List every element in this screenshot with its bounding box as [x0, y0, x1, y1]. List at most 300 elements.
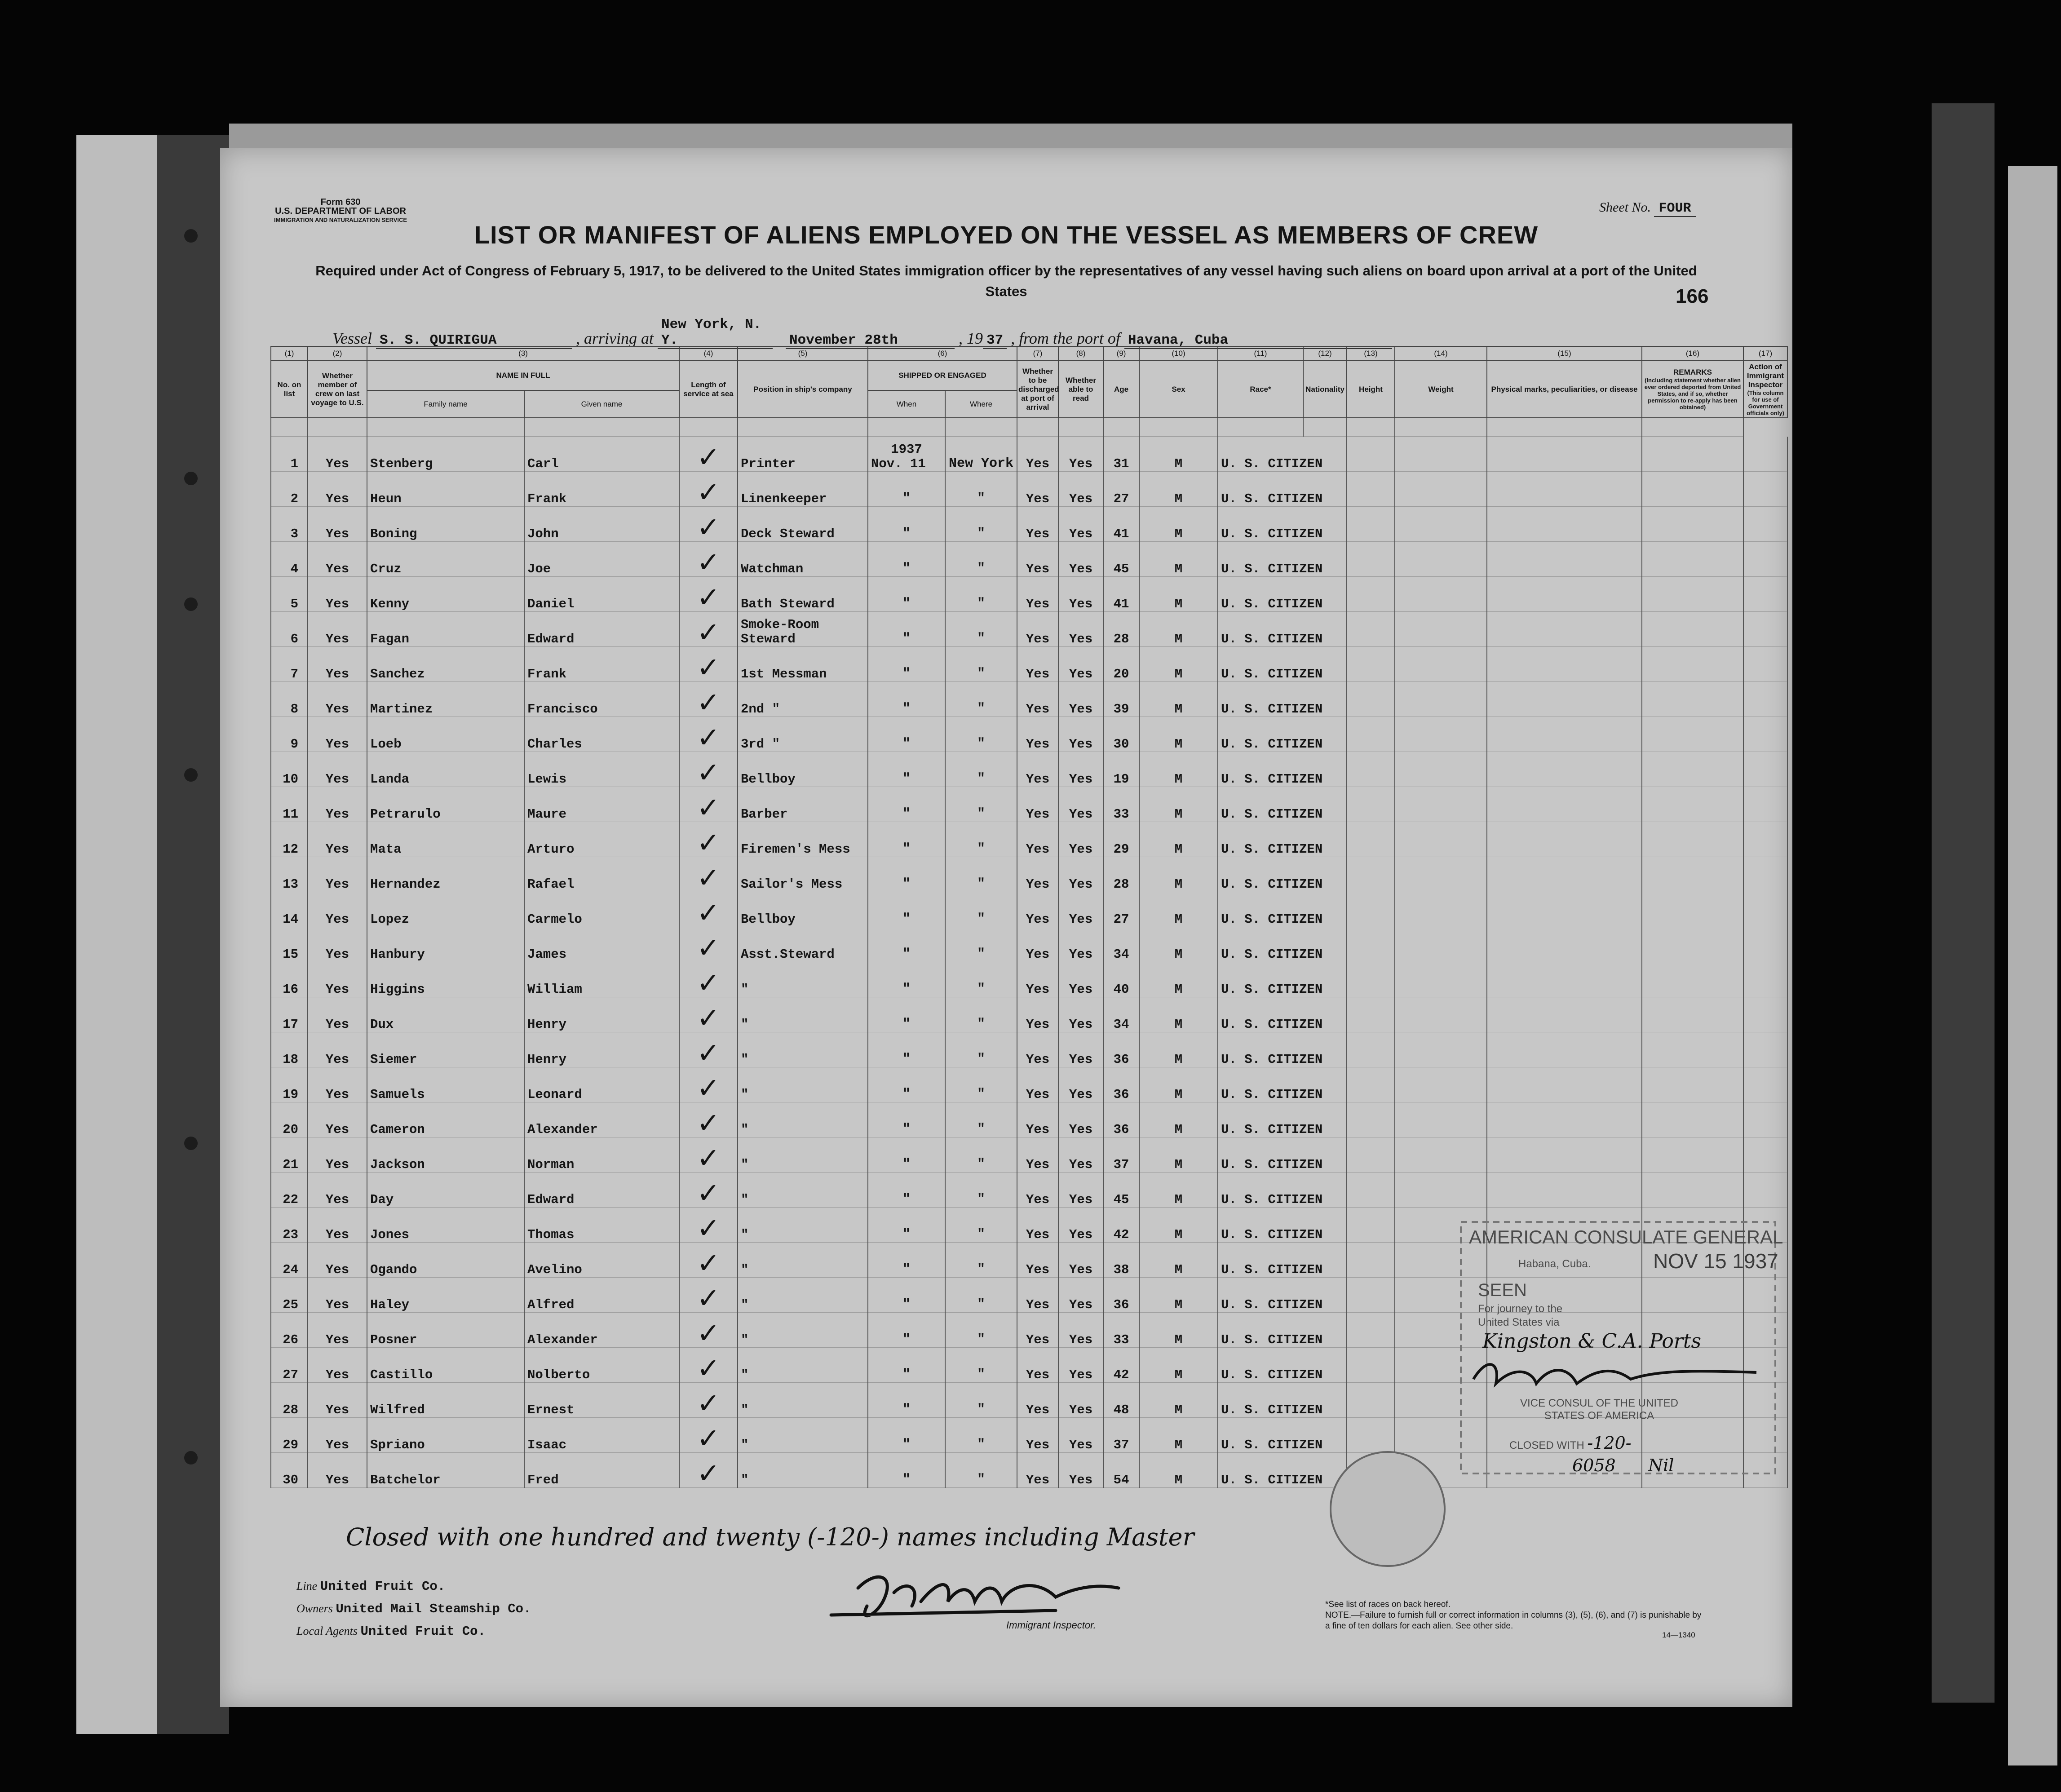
shipped-when-cell: ": [868, 927, 945, 962]
able-to-read-cell: Yes: [1058, 1348, 1103, 1383]
discharged-cell: Yes: [1017, 892, 1058, 927]
column-number: (13): [1347, 346, 1395, 361]
column-number: (15): [1487, 346, 1642, 361]
discharged-cell: Yes: [1017, 507, 1058, 542]
empty-cell: [1487, 647, 1642, 682]
family-name-cell: Sanchez: [367, 647, 524, 682]
row-number: 15: [271, 927, 308, 962]
able-to-read-cell: Yes: [1058, 787, 1103, 822]
given-name-cell: Leonard: [524, 1067, 679, 1102]
agents-label: Local Agents: [296, 1624, 358, 1637]
row-number: 5: [271, 577, 308, 612]
empty-cell: [1395, 927, 1487, 962]
footer-agents: [296, 1624, 486, 1639]
empty-cell: [1743, 962, 1787, 997]
shipped-when-cell: ": [868, 1102, 945, 1137]
header-action: [1743, 361, 1787, 418]
race-cell: U. S. CITIZEN: [1218, 1137, 1347, 1173]
position-cell: 1st Messman: [738, 647, 868, 682]
empty-cell: [1347, 717, 1395, 752]
last-voyage-cell: Yes: [308, 997, 367, 1032]
punch-hole-icon: [184, 472, 198, 485]
family-name-cell: Loeb: [367, 717, 524, 752]
stamp-via: United States via: [1478, 1316, 1560, 1328]
given-name-cell: James: [524, 927, 679, 962]
family-name-cell: Stenberg: [367, 437, 524, 472]
empty-cell: [1642, 787, 1743, 822]
shipped-when-cell: ": [868, 507, 945, 542]
empty-cell: [1743, 682, 1787, 717]
age-cell: 28: [1103, 857, 1139, 892]
shipped-where-cell: ": [945, 927, 1017, 962]
action-title: Action of Immigrant Inspector: [1747, 362, 1784, 389]
race-cell: U. S. CITIZEN: [1218, 472, 1347, 507]
age-cell: 36: [1103, 1102, 1139, 1137]
remarks-note: (Including statement whether alien ever ordered deported from United States, and if so, whether permission to re-apply has been obtained): [1644, 377, 1741, 411]
empty-cell: [1487, 752, 1642, 787]
stamp-place: Habana, Cuba.: [1518, 1258, 1591, 1270]
able-to-read-cell: Yes: [1058, 717, 1103, 752]
empty-cell: [1642, 1137, 1743, 1173]
last-voyage-cell: Yes: [308, 1032, 367, 1067]
discharged-cell: Yes: [1017, 1278, 1058, 1313]
empty-cell: [1487, 612, 1642, 647]
discharged-cell: Yes: [1017, 1067, 1058, 1102]
page-subtitle: Required under Act of Congress of February 5, 1917, to be delivered to the United States immigration officer by the representatives of any vessel having such aliens on board upon arrival at a port of the United States: [315, 263, 1697, 299]
empty-cell: [1347, 507, 1395, 542]
checkmark-icon: ✓: [679, 1453, 738, 1488]
vessel-label: Vessel: [332, 329, 372, 347]
column-number: (16): [1642, 346, 1743, 361]
discharged-cell: Yes: [1017, 962, 1058, 997]
age-cell: 54: [1103, 1453, 1139, 1488]
given-name-cell: Avelino: [524, 1243, 679, 1278]
header-height: Height: [1347, 361, 1395, 418]
age-cell: 20: [1103, 647, 1139, 682]
given-name-cell: William: [524, 962, 679, 997]
vice-consul-signature: [1469, 1352, 1783, 1397]
family-name-cell: Heun: [367, 472, 524, 507]
shipped-where-cell: ": [945, 647, 1017, 682]
shipped-when-cell: ": [868, 752, 945, 787]
shipped-when-cell: ": [868, 857, 945, 892]
stamp-seen: SEEN: [1478, 1280, 1527, 1300]
position-cell: ": [738, 1102, 868, 1137]
family-name-cell: Jones: [367, 1208, 524, 1243]
sex-cell: M: [1139, 1102, 1218, 1137]
shipped-when-cell: ": [868, 1243, 945, 1278]
table-row: [271, 1067, 1787, 1102]
empty-cell: [1347, 822, 1395, 857]
row-number: 6: [271, 612, 308, 647]
shipped-where-cell: ": [945, 1067, 1017, 1102]
empty-cell: [1743, 472, 1787, 507]
empty-cell: [1395, 542, 1487, 577]
empty-cell: [1642, 822, 1743, 857]
header-race: Race*: [1218, 361, 1303, 418]
table-row: [271, 822, 1787, 857]
age-cell: 36: [1103, 1278, 1139, 1313]
empty-cell: [1347, 1208, 1395, 1243]
page-title: LIST OR MANIFEST OF ALIENS EMPLOYED ON THE VESSEL AS MEMBERS OF CREW: [474, 221, 1539, 249]
age-cell: 37: [1103, 1137, 1139, 1173]
checkmark-icon: ✓: [679, 1032, 738, 1067]
shipped-where-cell: ": [945, 1137, 1017, 1173]
last-voyage-cell: Yes: [308, 1102, 367, 1137]
last-voyage-cell: Yes: [308, 927, 367, 962]
sex-cell: M: [1139, 612, 1218, 647]
empty-cell: [1347, 787, 1395, 822]
able-to-read-cell: Yes: [1058, 962, 1103, 997]
empty-cell: [1395, 717, 1487, 752]
sex-cell: M: [1139, 1383, 1218, 1418]
race-cell: U. S. CITIZEN: [1218, 612, 1347, 647]
year-prefix: , 19: [959, 329, 983, 347]
column-number: (4): [679, 346, 738, 361]
empty-cell: [1743, 437, 1787, 472]
race-cell: U. S. CITIZEN: [1218, 437, 1347, 472]
given-name-cell: Isaac: [524, 1418, 679, 1453]
shipped-where-cell: ": [945, 857, 1017, 892]
able-to-read-cell: Yes: [1058, 1278, 1103, 1313]
discharged-cell: Yes: [1017, 752, 1058, 787]
age-cell: 48: [1103, 1383, 1139, 1418]
shipped-when-cell: ": [868, 472, 945, 507]
able-to-read-cell: Yes: [1058, 1418, 1103, 1453]
last-voyage-cell: Yes: [308, 717, 367, 752]
row-number: 11: [271, 787, 308, 822]
shipped-where-cell: ": [945, 1348, 1017, 1383]
column-number: (11): [1218, 346, 1303, 361]
position-cell: ": [738, 962, 868, 997]
row-number: 28: [271, 1383, 308, 1418]
header-remarks: [1642, 361, 1743, 418]
last-voyage-cell: Yes: [308, 437, 367, 472]
table-row: [271, 682, 1787, 717]
sex-cell: M: [1139, 892, 1218, 927]
able-to-read-cell: Yes: [1058, 1102, 1103, 1137]
empty-cell: [1642, 1102, 1743, 1137]
race-cell: U. S. CITIZEN: [1218, 1313, 1347, 1348]
checkmark-icon: ✓: [679, 857, 738, 892]
family-name-cell: Mata: [367, 822, 524, 857]
shipped-when-cell: ": [868, 1348, 945, 1383]
empty-cell: [1487, 1067, 1642, 1102]
age-cell: 19: [1103, 752, 1139, 787]
consulate-stamp: [1460, 1217, 1797, 1496]
row-number: 9: [271, 717, 308, 752]
given-name-cell: Frank: [524, 647, 679, 682]
given-name-cell: Nolberto: [524, 1348, 679, 1383]
owners-value: United Mail Steamship Co.: [336, 1602, 531, 1616]
able-to-read-cell: Yes: [1058, 1453, 1103, 1488]
family-name-cell: Haley: [367, 1278, 524, 1313]
sex-cell: M: [1139, 1067, 1218, 1102]
shipped-when-cell: ": [868, 997, 945, 1032]
checkmark-icon: ✓: [679, 577, 738, 612]
last-voyage-cell: Yes: [308, 1348, 367, 1383]
shipped-where-cell: ": [945, 1418, 1017, 1453]
family-name-cell: Cameron: [367, 1102, 524, 1137]
empty-cell: [1487, 1032, 1642, 1067]
given-name-cell: Carl: [524, 437, 679, 472]
shipped-when-cell: ": [868, 1453, 945, 1488]
family-name-cell: Landa: [367, 752, 524, 787]
position-cell: Bellboy: [738, 892, 868, 927]
shipped-where-cell: ": [945, 1313, 1017, 1348]
given-name-cell: Fred: [524, 1453, 679, 1488]
checkmark-icon: ✓: [679, 1067, 738, 1102]
checkmark-icon: ✓: [679, 1243, 738, 1278]
shipped-where-cell: ": [945, 1243, 1017, 1278]
stamp-handwritten-route: Kingston & C.A. Ports: [1482, 1330, 1702, 1353]
discharged-cell: Yes: [1017, 1032, 1058, 1067]
shipped-when-cell: ": [868, 892, 945, 927]
row-number: 17: [271, 997, 308, 1032]
checkmark-icon: ✓: [679, 1418, 738, 1453]
position-cell: 3rd ": [738, 717, 868, 752]
checkmark-icon: ✓: [679, 1278, 738, 1313]
shipped-when-cell: ": [868, 1137, 945, 1173]
shipped-when-cell: ": [868, 717, 945, 752]
owners-label: Owners: [296, 1602, 333, 1615]
empty-cell: [1642, 437, 1743, 472]
empty-cell: [1743, 857, 1787, 892]
checkmark-icon: ✓: [679, 507, 738, 542]
action-note: (This column for use of Government officials only): [1747, 389, 1784, 416]
sex-cell: M: [1139, 577, 1218, 612]
checkmark-icon: ✓: [679, 612, 738, 647]
film-edge-right: [2008, 166, 2057, 1765]
shipped-where-cell: ": [945, 717, 1017, 752]
empty-cell: [1347, 647, 1395, 682]
shipped-when-cell: ": [868, 682, 945, 717]
line-label: Line: [296, 1580, 318, 1593]
given-name-cell: John: [524, 507, 679, 542]
footnote: [1325, 1599, 1703, 1632]
empty-cell: [1642, 1032, 1743, 1067]
family-name-cell: Petrarulo: [367, 787, 524, 822]
column-number: (2): [308, 346, 367, 361]
checkmark-icon: ✓: [679, 437, 738, 472]
last-voyage-cell: Yes: [308, 1067, 367, 1102]
discharged-cell: Yes: [1017, 717, 1058, 752]
arriving-port: New York, N. Y.: [658, 317, 773, 349]
able-to-read-cell: Yes: [1058, 647, 1103, 682]
checkmark-icon: ✓: [679, 682, 738, 717]
empty-cell: [1487, 997, 1642, 1032]
last-voyage-cell: Yes: [308, 962, 367, 997]
table-row: [271, 1137, 1787, 1173]
empty-cell: [1347, 1102, 1395, 1137]
family-name-cell: Ogando: [367, 1243, 524, 1278]
empty-cell: [1347, 1348, 1395, 1383]
header-age: Age: [1103, 361, 1139, 418]
empty-cell: [1347, 577, 1395, 612]
family-name-cell: Hanbury: [367, 927, 524, 962]
empty-cell: [1743, 927, 1787, 962]
checkmark-icon: ✓: [679, 822, 738, 857]
empty-cell: [1395, 787, 1487, 822]
age-cell: 45: [1103, 1173, 1139, 1208]
film-shadow-right: [1932, 103, 1995, 1703]
stamp-closed-with: [1509, 1433, 1632, 1453]
given-name-cell: Alexander: [524, 1313, 679, 1348]
last-voyage-cell: Yes: [308, 1453, 367, 1488]
table-row: [271, 577, 1787, 612]
race-cell: U. S. CITIZEN: [1218, 1278, 1347, 1313]
position-cell: Firemen's Mess: [738, 822, 868, 857]
family-name-cell: Kenny: [367, 577, 524, 612]
race-cell: U. S. CITIZEN: [1218, 1067, 1347, 1102]
checkmark-icon: ✓: [679, 752, 738, 787]
position-cell: Linenkeeper: [738, 472, 868, 507]
given-name-cell: Ernest: [524, 1383, 679, 1418]
checkmark-icon: ✓: [679, 647, 738, 682]
position-cell: ": [738, 1383, 868, 1418]
row-number: 21: [271, 1137, 308, 1173]
shipped-where-cell: ": [945, 1453, 1017, 1488]
row-number: 12: [271, 822, 308, 857]
sex-cell: M: [1139, 1173, 1218, 1208]
empty-cell: [1395, 1067, 1487, 1102]
column-number: (6): [868, 346, 1017, 361]
last-voyage-cell: Yes: [308, 507, 367, 542]
race-cell: U. S. CITIZEN: [1218, 1243, 1347, 1278]
empty-cell: [1743, 577, 1787, 612]
punch-hole-icon: [184, 229, 198, 243]
empty-cell: [1642, 472, 1743, 507]
sheet-number-value: FOUR: [1654, 201, 1695, 217]
family-name-cell: Dux: [367, 997, 524, 1032]
sex-cell: M: [1139, 752, 1218, 787]
empty-cell: [1395, 507, 1487, 542]
sex-cell: M: [1139, 717, 1218, 752]
sheet-number: [1599, 200, 1696, 216]
given-name-cell: Frank: [524, 472, 679, 507]
checkmark-icon: ✓: [679, 787, 738, 822]
footnote-penalty: NOTE.—Failure to furnish full or correct information in columns (3), (5), (6), and (7) is punishable by a fine of ten dollars for each alien. See other side.: [1325, 1611, 1702, 1631]
able-to-read-cell: Yes: [1058, 1243, 1103, 1278]
empty-cell: [1395, 962, 1487, 997]
shipped-when-cell: ": [868, 612, 945, 647]
empty-cell: [1395, 1173, 1487, 1208]
arrival-date: November 28th: [786, 332, 955, 349]
position-cell: Printer: [738, 437, 868, 472]
manifest-sheet: [220, 148, 1792, 1707]
shipped-when-cell: ": [868, 542, 945, 577]
empty-cell: [1642, 647, 1743, 682]
shipped-when-cell: ": [868, 1032, 945, 1067]
empty-cell: [1395, 472, 1487, 507]
able-to-read-cell: Yes: [1058, 612, 1103, 647]
age-cell: 41: [1103, 507, 1139, 542]
sex-cell: M: [1139, 1243, 1218, 1278]
given-name-cell: Maure: [524, 787, 679, 822]
footnote-races: *See list of races on back hereof.: [1325, 1600, 1451, 1609]
able-to-read-cell: Yes: [1058, 1313, 1103, 1348]
family-name-cell: Lopez: [367, 892, 524, 927]
sex-cell: M: [1139, 1453, 1218, 1488]
header-name-in-full: NAME IN FULL: [367, 361, 679, 390]
fee-value: 6058: [1572, 1456, 1616, 1475]
able-to-read-cell: Yes: [1058, 752, 1103, 787]
stamp-vice-consul: VICE CONSUL OF THE UNITED STATES OF AMERICA: [1520, 1397, 1679, 1422]
print-code: 14—1340: [1662, 1631, 1695, 1639]
row-number: 19: [271, 1067, 308, 1102]
checkmark-icon: ✓: [679, 997, 738, 1032]
discharged-cell: Yes: [1017, 437, 1058, 472]
empty-cell: [1642, 962, 1743, 997]
able-to-read-cell: Yes: [1058, 1067, 1103, 1102]
empty-cell: [1487, 1173, 1642, 1208]
table-row: [271, 542, 1787, 577]
empty-cell: [1642, 927, 1743, 962]
able-to-read-cell: Yes: [1058, 577, 1103, 612]
empty-cell: [1642, 1173, 1743, 1208]
empty-cell: [1347, 927, 1395, 962]
able-to-read-cell: Yes: [1058, 437, 1103, 472]
race-cell: U. S. CITIZEN: [1218, 1173, 1347, 1208]
checkmark-icon: ✓: [679, 472, 738, 507]
header-physical-marks: Physical marks, peculiarities, or disease: [1487, 361, 1642, 418]
column-number: (3): [367, 346, 679, 361]
race-cell: U. S. CITIZEN: [1218, 647, 1347, 682]
empty-cell: [1395, 997, 1487, 1032]
empty-cell: [1347, 857, 1395, 892]
arrival-year: 37: [983, 332, 1007, 349]
race-cell: U. S. CITIZEN: [1218, 822, 1347, 857]
shipped-when-cell: ": [868, 962, 945, 997]
able-to-read-cell: Yes: [1058, 472, 1103, 507]
empty-cell: [1743, 507, 1787, 542]
age-cell: 42: [1103, 1208, 1139, 1243]
empty-cell: [1395, 647, 1487, 682]
able-to-read-cell: Yes: [1058, 997, 1103, 1032]
consulate-seal-icon: [1330, 1451, 1446, 1567]
discharged-cell: Yes: [1017, 577, 1058, 612]
given-name-cell: Lewis: [524, 752, 679, 787]
row-number: 27: [271, 1348, 308, 1383]
empty-cell: [1642, 682, 1743, 717]
empty-cell: [1642, 577, 1743, 612]
film-shadow-left: [157, 135, 229, 1734]
row-number: 1: [271, 437, 308, 472]
empty-cell: [1743, 1173, 1787, 1208]
empty-cell: [1743, 997, 1787, 1032]
given-name-cell: Thomas: [524, 1208, 679, 1243]
race-cell: U. S. CITIZEN: [1218, 752, 1347, 787]
discharged-cell: Yes: [1017, 927, 1058, 962]
last-voyage-cell: Yes: [308, 822, 367, 857]
checkmark-icon: ✓: [679, 1137, 738, 1173]
age-cell: 27: [1103, 472, 1139, 507]
race-cell: U. S. CITIZEN: [1218, 857, 1347, 892]
closed-with-value: -120-: [1587, 1433, 1632, 1453]
table-row: [271, 1102, 1787, 1137]
empty-cell: [1743, 717, 1787, 752]
header-where: Where: [945, 390, 1017, 418]
last-voyage-cell: Yes: [308, 857, 367, 892]
last-voyage-cell: Yes: [308, 1278, 367, 1313]
race-cell: U. S. CITIZEN: [1218, 1102, 1347, 1137]
table-row: [271, 1173, 1787, 1208]
position-cell: ": [738, 1173, 868, 1208]
empty-cell: [1347, 1067, 1395, 1102]
given-name-cell: Edward: [524, 1173, 679, 1208]
sex-cell: M: [1139, 927, 1218, 962]
age-cell: 45: [1103, 542, 1139, 577]
